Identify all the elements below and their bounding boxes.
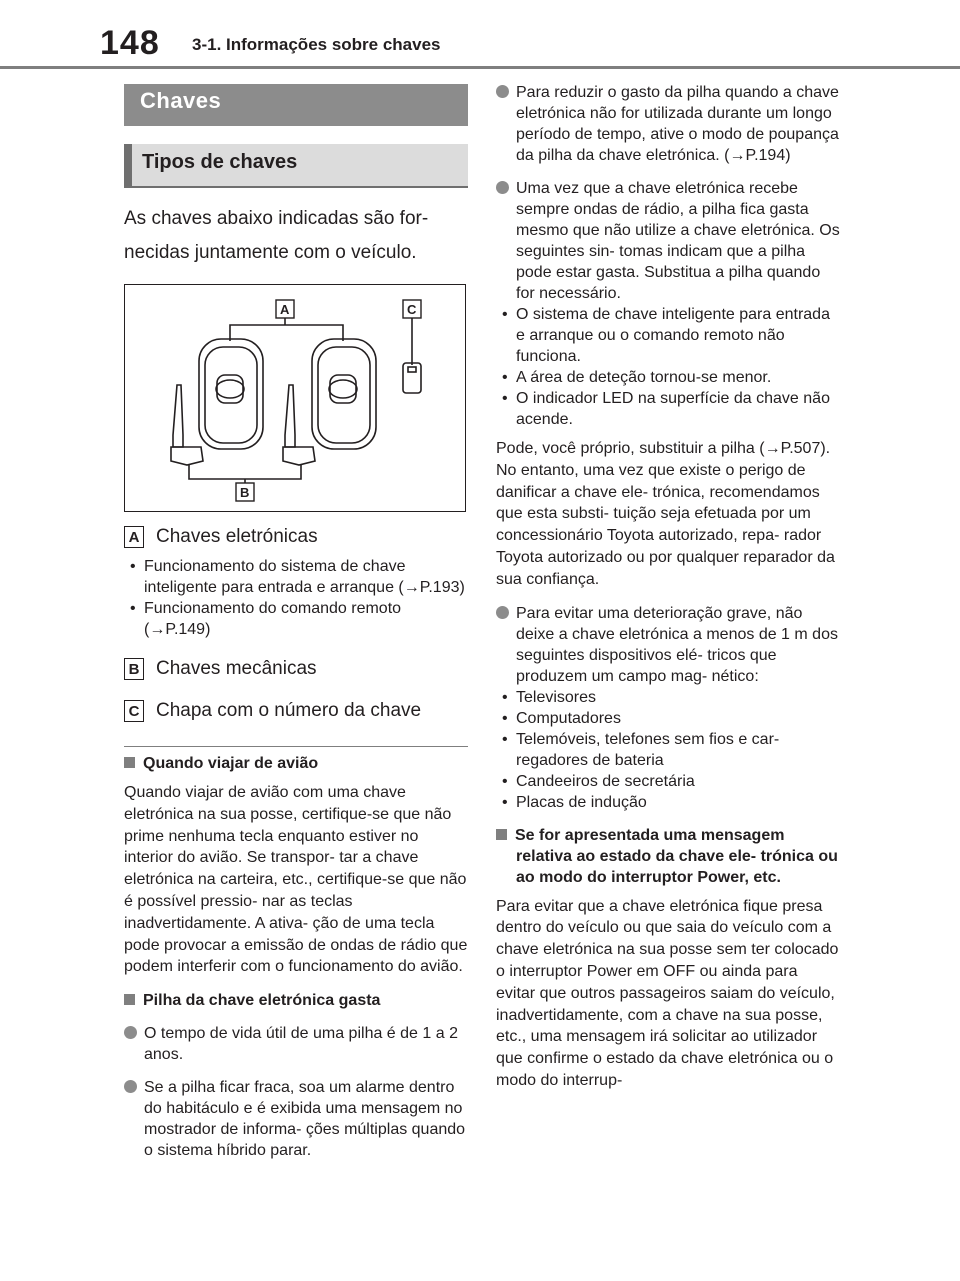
- list-item: • O sistema de chave inteligente para entrada e arranque ou o comando remoto não funciona.: [496, 304, 840, 367]
- figure-label-a: A: [280, 302, 290, 317]
- subsection-banner: Tipos de chaves: [124, 144, 468, 188]
- heading-battery: Pilha da chave eletrónica gasta: [124, 990, 468, 1011]
- list-item: • A área de deteção tornou-se menor.: [496, 367, 840, 388]
- keys-illustration: [125, 285, 465, 511]
- circle-bullet-icon: [496, 606, 509, 619]
- list-item: O tempo de vida útil de uma pilha é de 1 a 2 anos.: [124, 1023, 468, 1065]
- list-item: Para evitar uma deterioração grave, não deixe a chave eletrónica a menos de 1 m dos seguintes dispositivos elé- tricos que produzem um campo mag- nético:: [496, 603, 840, 687]
- list-item: • Telemóveis, telefones sem fios e car- regadores de bateria: [496, 729, 840, 771]
- square-bullet-icon: [124, 994, 135, 1005]
- divider: [124, 746, 468, 747]
- legend-a: [124, 526, 468, 548]
- legend-b-text: Chaves mecânicas: [156, 658, 317, 679]
- square-bullet-icon: [496, 829, 507, 840]
- header-rule: [0, 66, 960, 69]
- list-item: • Funcionamento do comando remoto (→P.149): [124, 598, 468, 640]
- list-item: • Televisores: [496, 687, 840, 708]
- figure-label-b: B: [240, 485, 250, 500]
- list-item: Se a pilha ficar fraca, soa um alarme dentro do habitáculo e é exibida uma mensagem no mostrador de informa- ções múltiplas quando o sistema híbrido parar.: [124, 1077, 468, 1161]
- paragraph-message: Para evitar que a chave eletrónica fique presa dentro do veículo ou que saia do veículo com a chave eletrónica na sua posse sem ter colocado o interruptor Power em OFF ou ainda para evitar que outros passageiros saiam do veículo, inadvertidamente, com a chave na sua posse, etc., uma mensagem irá solicitar ao utilizador que confirme o estado da chave eletrónica ou o modo do interrup-: [496, 897, 839, 1089]
- list-item: • Computadores: [496, 708, 840, 729]
- right-column: [496, 78, 840, 1092]
- legend-a-bullets: [124, 556, 468, 640]
- paragraph-replace-battery: Pode, você próprio, substituir a pilha (→P.507). No entanto, uma vez que existe o perigo de danificar a chave ele- trónica, recomendamos que esta substi- tuição seja efetuada por um concessionário Toyota autorizado, repa- rador Toyota autorizado ou por qualquer reparador da sua confiança.: [496, 440, 835, 588]
- list-item: • Candeeiros de secretária: [496, 771, 840, 792]
- legend-c-box: C: [124, 700, 144, 722]
- list-item: Uma vez que a chave eletrónica recebe sempre ondas de rádio, a pilha fica gasta mesmo que não utilize a chave eletrónica. Os seguintes sin- tomas indicam que a pilha pode estar gasta. Substitua a pilha quando for necessário.: [496, 178, 840, 304]
- intro-text: As chaves abaixo indicadas são for- necidas juntamente com o veículo.: [124, 208, 429, 263]
- list-item: • Funcionamento do sistema de chave inteligente para entrada e arranque (→P.193): [124, 556, 468, 598]
- legend-b: [124, 658, 468, 680]
- square-bullet-icon: [124, 757, 135, 768]
- circle-bullet-icon: [124, 1080, 137, 1093]
- paragraph-airplane: Quando viajar de avião com uma chave eletrónica na sua posse, certifique-se que não prime nenhuma tecla enquanto estiver no interior do avião. Se transpor- tar a chave eletrónica na carteira, etc., certifique-se que não é possível pressio- nar as teclas inadvertidamente. A ativa- ção de uma tecla pode provocar a emissão de ondas de rádio que podem interferir com o funcionamento do avião.: [124, 784, 468, 976]
- heading-message: Se for apresentada uma mensagem relativa ao estado da chave ele- trónica ou ao modo do interruptor Power, etc.: [496, 825, 840, 888]
- circle-bullet-icon: [496, 85, 509, 98]
- legend-c-text: Chapa com o número da chave: [156, 700, 422, 721]
- legend-a-box: A: [124, 526, 144, 548]
- section-title: 3-1. Informações sobre chaves: [192, 35, 441, 54]
- list-item: Para reduzir o gasto da pilha quando a chave eletrónica não for utilizada durante um longo período de tempo, ative o modo de poupança da pilha da chave eletrónica. (→P.194): [496, 82, 840, 166]
- list-item: • O indicador LED na superfície da chave não acende.: [496, 388, 840, 430]
- legend-b-box: B: [124, 658, 144, 680]
- chapter-banner: Chaves: [124, 84, 468, 126]
- figure-label-c: C: [407, 302, 417, 317]
- legend-c: [124, 700, 468, 722]
- left-column: [124, 84, 468, 1161]
- page-header: [0, 0, 960, 70]
- page-number: 148: [100, 24, 160, 62]
- legend-a-text: Chaves eletrónicas: [156, 526, 318, 547]
- keys-figure: [124, 284, 466, 512]
- list-item: • Placas de indução: [496, 792, 840, 813]
- heading-airplane: Quando viajar de avião: [124, 753, 468, 774]
- circle-bullet-icon: [124, 1026, 137, 1039]
- circle-bullet-icon: [496, 181, 509, 194]
